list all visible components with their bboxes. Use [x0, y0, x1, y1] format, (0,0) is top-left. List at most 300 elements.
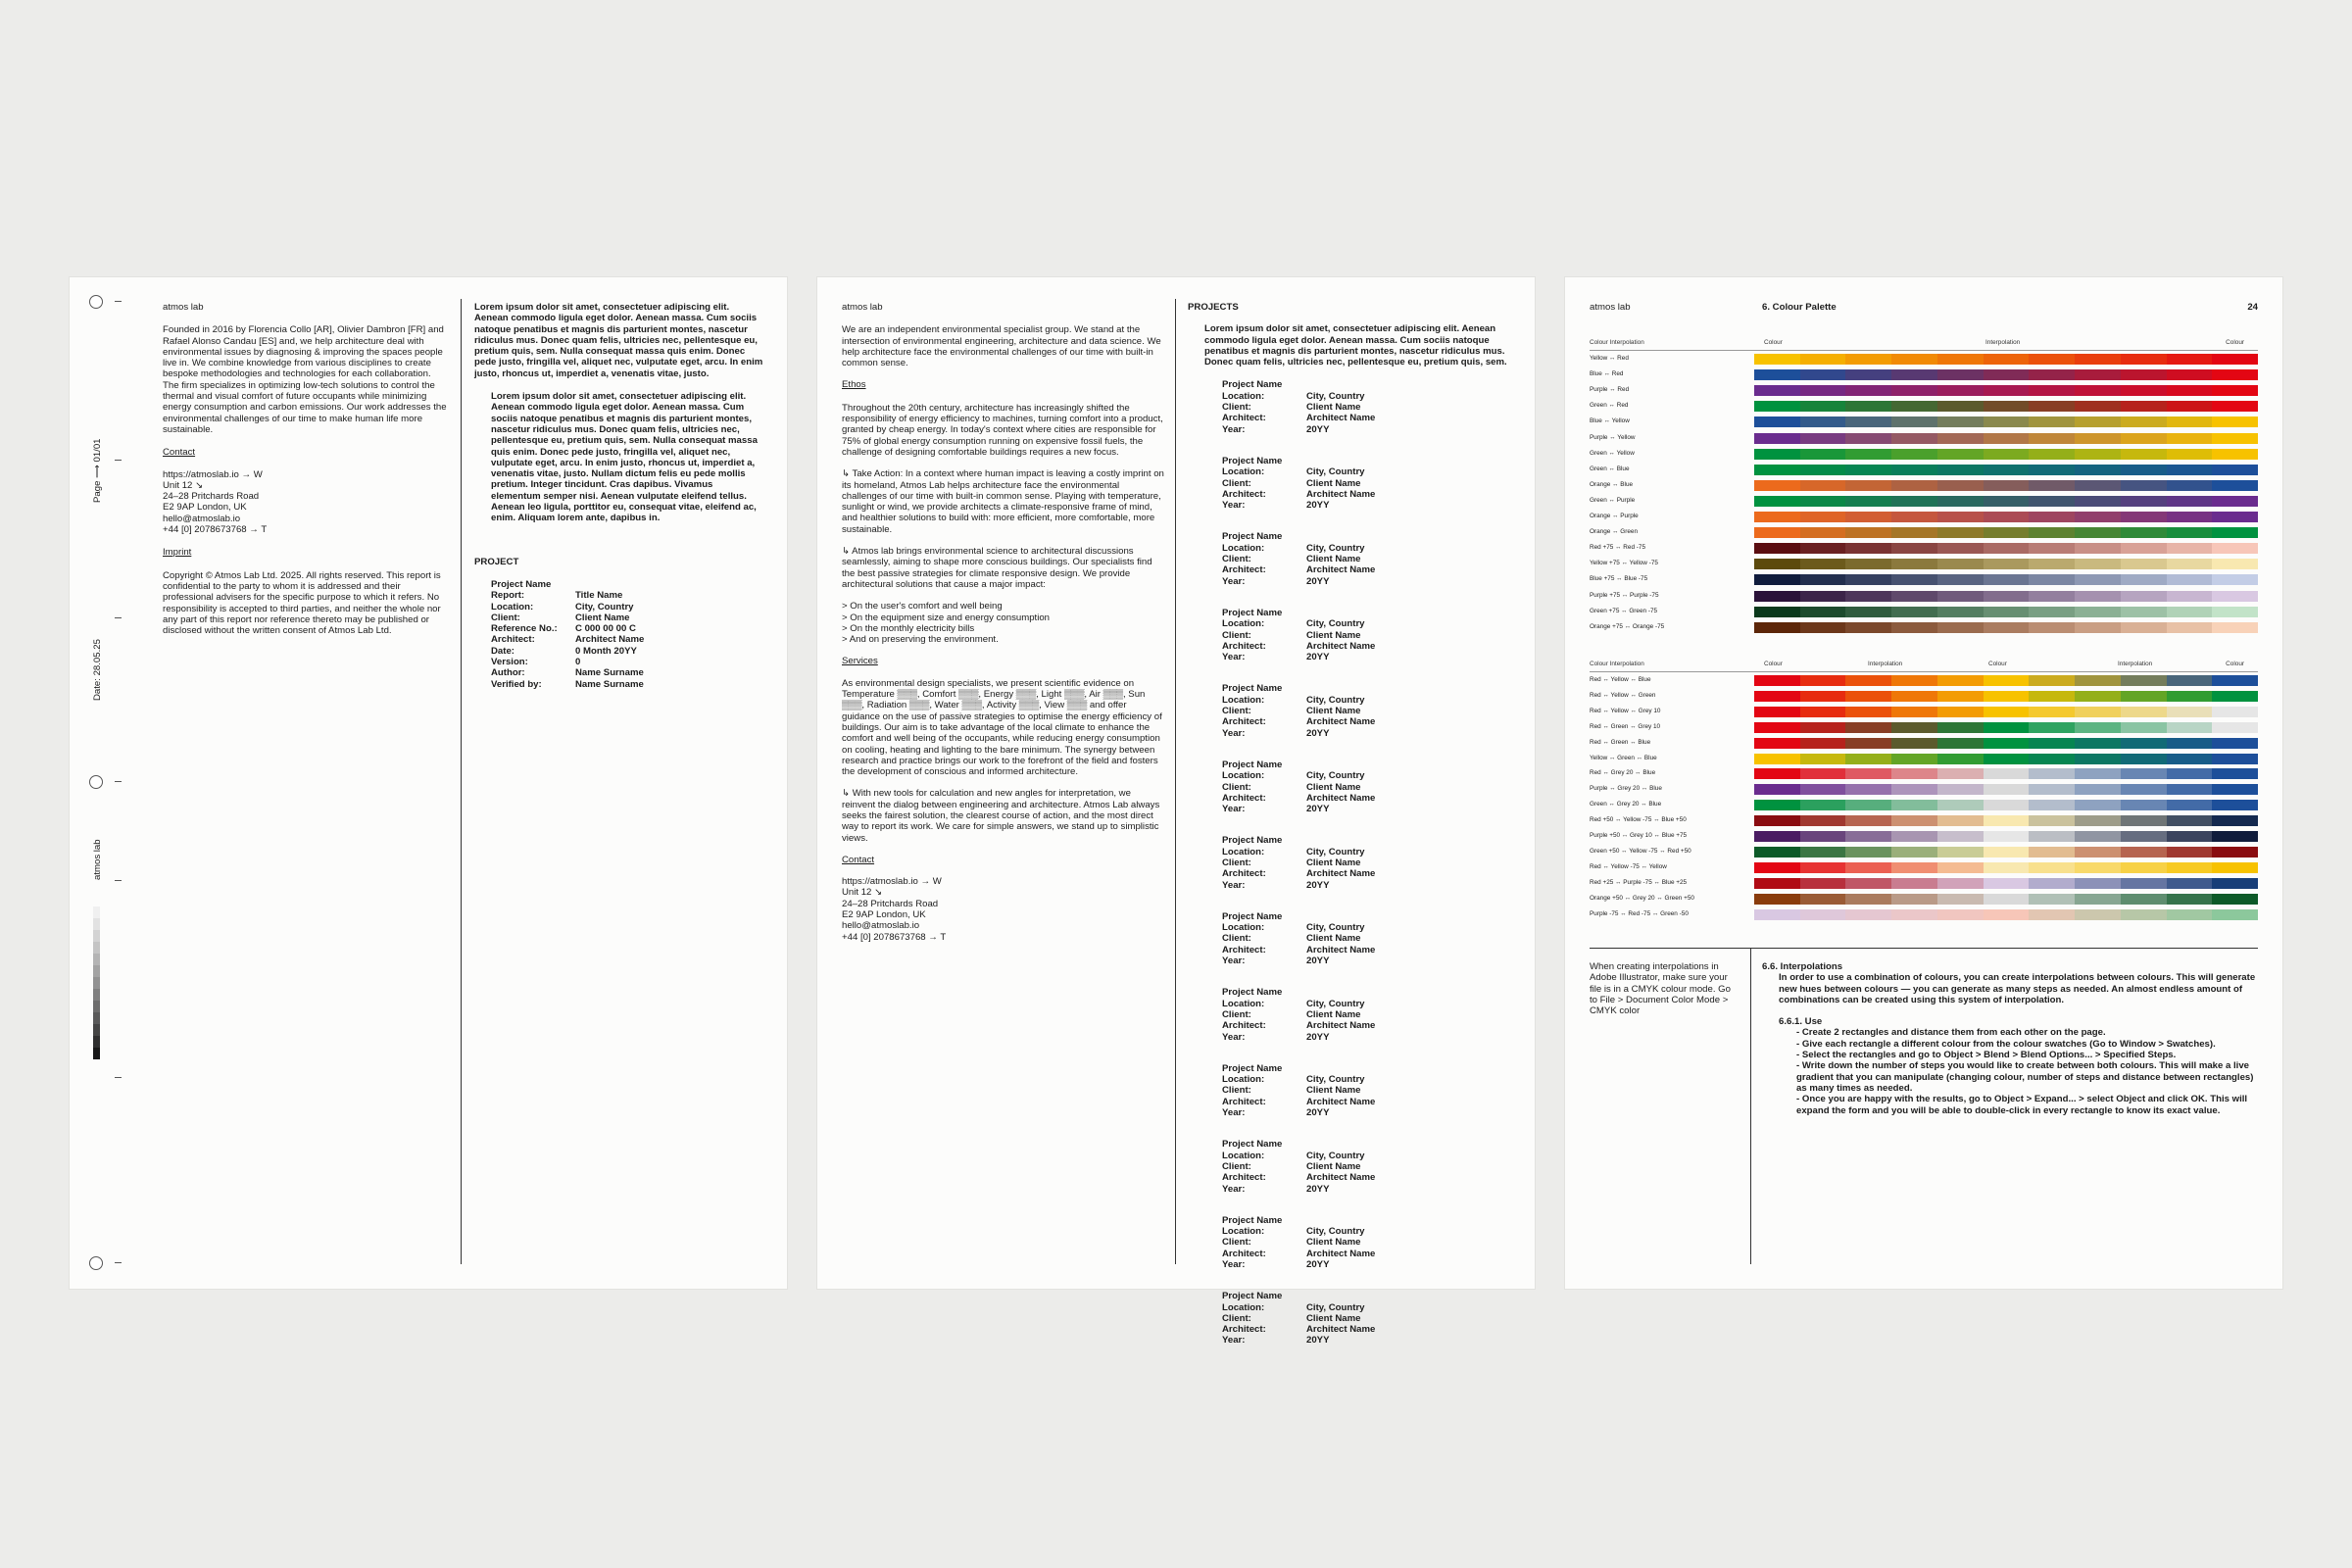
palette-swatch-bar	[1754, 433, 2258, 444]
palette-swatch	[1754, 401, 1800, 412]
palette-swatch	[1754, 675, 1800, 686]
palette-swatch-bar	[1754, 768, 2258, 779]
project-field-value: Title Name	[575, 590, 623, 602]
palette-swatch-bar	[1754, 591, 2258, 602]
palette-swatch	[1845, 385, 1891, 396]
palette-swatch	[2167, 527, 2213, 538]
projects-list	[1188, 379, 1511, 1346]
project-field-value: 20YY	[1306, 1031, 1330, 1043]
palette-swatch	[1937, 401, 1984, 412]
palette-swatch	[1984, 465, 2030, 475]
palette-swatch	[1845, 574, 1891, 585]
project-entry-row	[1222, 1249, 1511, 1259]
palette-swatch	[2167, 574, 2213, 585]
section-title: 6. Colour Palette	[1762, 302, 1837, 313]
palette-swatch	[1800, 675, 1846, 686]
project-entry	[1222, 1139, 1511, 1194]
palette-swatch	[1845, 433, 1891, 444]
palette-swatch	[1845, 559, 1891, 569]
project-entry-row	[1222, 564, 1511, 575]
project-entry-row	[1222, 1074, 1511, 1085]
project-field-value: Architect Name	[1306, 1172, 1376, 1184]
palette-swatch	[1845, 675, 1891, 686]
project-field-label: Architect:	[491, 634, 535, 646]
palette-swatch	[2029, 465, 2075, 475]
palette-swatch	[1891, 784, 1937, 795]
palette-swatch	[1937, 800, 1984, 810]
palette-swatch	[1800, 862, 1846, 873]
project-field-label: Location:	[1222, 998, 1265, 1009]
project-row	[491, 634, 763, 645]
palette-row	[1590, 909, 2258, 922]
palette-swatch	[1845, 815, 1891, 826]
project-entry	[1222, 1291, 1511, 1346]
project-field-value: City, Country	[1306, 846, 1365, 858]
palette-swatch	[2075, 480, 2121, 491]
palette-swatch	[1754, 354, 1800, 365]
project-entry-row	[1222, 1313, 1511, 1324]
project-entry-row	[1222, 391, 1511, 402]
palette-swatch	[1800, 416, 1846, 427]
palette-swatch	[1937, 691, 1984, 702]
palette-row	[1590, 416, 2258, 429]
project-field-value: Client Name	[1306, 781, 1361, 793]
impact-list	[842, 601, 1165, 645]
palette-row-label: Red ↔ Yellow ↔ Blue	[1590, 676, 1651, 683]
palette-swatch	[2121, 862, 2167, 873]
palette-row	[1590, 862, 2258, 875]
palette-swatch	[2212, 815, 2258, 826]
palette-swatch	[1937, 512, 1984, 522]
palette-swatch	[2029, 433, 2075, 444]
palette-swatch	[1800, 369, 1846, 380]
palette-swatch	[2075, 691, 2121, 702]
palette-row	[1590, 369, 2258, 382]
project-field-label: Location:	[1222, 1150, 1265, 1161]
palette-swatch	[2121, 527, 2167, 538]
palette-swatch	[1754, 591, 1800, 602]
palette-row-label: Green ↔ Blue	[1590, 465, 1630, 472]
palette-swatch	[1800, 449, 1846, 460]
palette-row	[1590, 800, 2258, 812]
palette-row-label: Green ↔ Yellow	[1590, 449, 1635, 457]
palette-swatch	[2167, 480, 2213, 491]
palette-swatch	[1754, 385, 1800, 396]
palette-swatch	[2075, 815, 2121, 826]
palette-swatch	[1754, 369, 1800, 380]
project-field-label: Location:	[1222, 542, 1265, 554]
project-field-label: Client:	[1222, 1160, 1251, 1172]
palette-swatch	[1937, 559, 1984, 569]
project-entry-row	[1222, 466, 1511, 477]
project-field-value: Client Name	[1306, 706, 1361, 717]
palette-swatch	[2167, 738, 2213, 749]
project-field-value: Architect Name	[1306, 944, 1376, 956]
palette-swatch	[1984, 369, 2030, 380]
project-heading: PROJECT	[474, 556, 519, 567]
palette-swatch	[1845, 894, 1891, 905]
palette-swatch	[2167, 862, 2213, 873]
palette-row	[1590, 707, 2258, 719]
imprint-heading: Imprint	[163, 547, 192, 559]
palette-swatch	[1984, 768, 2030, 779]
palette-swatch	[1891, 496, 1937, 507]
project-field-label: Reference No.:	[491, 623, 558, 635]
contact-line: E2 9AP London, UK	[842, 909, 926, 921]
palette-swatch	[2167, 722, 2213, 733]
palette-swatch	[2212, 527, 2258, 538]
palette-swatch	[2029, 738, 2075, 749]
palette-swatch	[1984, 831, 2030, 842]
project-field-label: Version:	[491, 657, 528, 668]
palette-swatch	[1937, 527, 1984, 538]
project-entry-row	[1222, 880, 1511, 891]
project-field-label: Architect:	[1222, 488, 1266, 500]
palette-row-label: Purple ↔ Grey 20 ↔ Blue	[1590, 785, 1662, 793]
contact-line: +44 [0] 2078673768 → T	[842, 931, 947, 943]
project-field-label: Year:	[1222, 500, 1246, 512]
ethos-heading: Ethos	[842, 379, 866, 391]
project-entry-row	[1222, 630, 1511, 641]
project-field-label: Client:	[1222, 1237, 1251, 1249]
palette-swatch	[1800, 574, 1846, 585]
palette-swatch	[1984, 480, 2030, 491]
projects-summary: Lorem ipsum dolor sit amet, consectetuer adipiscing elit. Aenean commodo ligula eget dolor. Aenean massa. Cum sociis natoque penatibus et magnis dis parturient montes, nascetur ridiculus mus. Donec quam felis, ultricies nec, pellentesque eu, pretium quis, sem.	[1204, 323, 1507, 368]
table-header-label: Colour Interpolation	[1590, 339, 1644, 346]
project-field-value: Architect Name	[1306, 1020, 1376, 1032]
palette-swatch	[2075, 754, 2121, 764]
palette-row-label: Yellow +75 ↔ Yellow -75	[1590, 560, 1658, 567]
palette-swatch	[2121, 768, 2167, 779]
palette-swatch	[1984, 675, 2030, 686]
palette-swatch	[1845, 512, 1891, 522]
palette-swatch	[2121, 847, 2167, 858]
palette-row	[1590, 768, 2258, 781]
palette-row	[1590, 815, 2258, 828]
project-field-label: Client:	[1222, 477, 1251, 489]
project-entry	[1222, 379, 1511, 434]
palette-swatch	[2167, 800, 2213, 810]
project-field-label: Location:	[491, 601, 534, 612]
palette-swatch	[1937, 416, 1984, 427]
palette-swatch	[1937, 354, 1984, 365]
palette-swatch	[2121, 707, 2167, 717]
project-entry-row	[1222, 500, 1511, 511]
table-header-colour-end: Colour	[2226, 339, 2244, 346]
project-details-table	[474, 579, 763, 690]
palette-swatch	[2075, 512, 2121, 522]
brand-name: atmos lab	[1590, 302, 1631, 313]
palette-swatch	[1891, 527, 1937, 538]
project-entry-row	[1222, 999, 1511, 1009]
impact-list-item: > On the monthly electricity bills	[842, 622, 975, 634]
use-steps-list	[1762, 1027, 2257, 1115]
project-entry-row	[1222, 576, 1511, 587]
project-field-label: Location:	[1222, 618, 1265, 630]
project-field-label: Location:	[1222, 1301, 1265, 1313]
project-field-value: Architect Name	[1306, 413, 1376, 424]
palette-swatch	[1984, 496, 2030, 507]
palette-swatch	[1891, 354, 1937, 365]
palette-swatch	[1800, 480, 1846, 491]
project-field-value: City, Country	[1306, 998, 1365, 1009]
palette-swatch	[2029, 800, 2075, 810]
palette-swatch	[2212, 465, 2258, 475]
palette-row-label: Orange ↔ Green	[1590, 528, 1639, 536]
palette-swatch	[2212, 847, 2258, 858]
palette-swatch	[1984, 894, 2030, 905]
palette-swatch	[1891, 574, 1937, 585]
palette-swatch	[1937, 909, 1984, 920]
project-field-value: Architect Name	[1306, 716, 1376, 728]
palette-swatch	[1800, 496, 1846, 507]
palette-swatch	[1891, 449, 1937, 460]
project-entry	[1222, 835, 1511, 890]
palette-row-label: Blue +75 ↔ Blue -75	[1590, 575, 1648, 583]
palette-swatch	[2167, 622, 2213, 633]
project-field-value: 20YY	[1306, 1335, 1330, 1347]
palette-row-label: Orange +50 ↔ Grey 20 ↔ Green +50	[1590, 894, 1694, 902]
palette-swatch	[2121, 815, 2167, 826]
palette-row	[1590, 691, 2258, 704]
palette-swatch	[2212, 909, 2258, 920]
palette-swatch	[1891, 401, 1937, 412]
palette-swatch-bar	[1754, 815, 2258, 826]
palette-swatch	[1937, 768, 1984, 779]
table-header-label: Colour Interpolation	[1590, 661, 1644, 667]
palette-swatch	[2029, 675, 2075, 686]
palette-swatch	[1845, 831, 1891, 842]
project-field-label: Year:	[1222, 879, 1246, 891]
palette-swatch-bar	[1754, 847, 2258, 858]
palette-swatch	[2167, 675, 2213, 686]
project-entry-row	[1222, 1172, 1511, 1183]
palette-swatch	[1754, 862, 1800, 873]
palette-swatch	[2075, 909, 2121, 920]
project-entry-row	[1222, 618, 1511, 629]
palette-swatch	[1937, 894, 1984, 905]
palette-swatch	[1754, 707, 1800, 717]
palette-swatch	[1891, 815, 1937, 826]
palette-swatch	[2121, 574, 2167, 585]
project-field-label: Location:	[1222, 390, 1265, 402]
project-field-label: Year:	[1222, 423, 1246, 435]
palette-swatch	[1937, 480, 1984, 491]
greyscale-strip	[93, 906, 100, 1059]
palette-swatch	[2121, 878, 2167, 889]
project-entry-row	[1222, 1184, 1511, 1195]
project-field-label: Year:	[1222, 1183, 1246, 1195]
project-entry-row	[1222, 1335, 1511, 1346]
palette-swatch	[1754, 416, 1800, 427]
palette-row-label: Blue ↔ Yellow	[1590, 417, 1630, 425]
palette-swatch	[2121, 894, 2167, 905]
project-entry	[1222, 608, 1511, 662]
palette-swatch	[1984, 722, 2030, 733]
project-field-value: 0	[575, 657, 581, 668]
project-field-value: 20YY	[1306, 804, 1330, 815]
palette-swatch	[1984, 385, 2030, 396]
palette-swatch	[2212, 691, 2258, 702]
palette-swatch	[1845, 754, 1891, 764]
project-field-label: Location:	[1222, 770, 1265, 782]
palette-swatch	[2167, 878, 2213, 889]
page-number-label: Page ⟶ 01/01	[92, 438, 103, 503]
impact-list-item: > On the equipment size and energy consumption	[842, 612, 1050, 623]
palette-swatch	[2121, 800, 2167, 810]
palette-swatch	[2212, 738, 2258, 749]
palette-row-label: Green +50 ↔ Yellow -75 ↔ Red +50	[1590, 847, 1691, 855]
table-header-colour-end: Colour	[2226, 661, 2244, 667]
palette-swatch	[1800, 465, 1846, 475]
palette-swatch	[2121, 449, 2167, 460]
project-entry	[1222, 911, 1511, 966]
palette-swatch	[2075, 449, 2121, 460]
project-field-value	[575, 579, 763, 590]
contact-line: hello@atmoslab.io	[163, 513, 241, 524]
palette-swatch	[2029, 480, 2075, 491]
palette-swatch	[2212, 622, 2258, 633]
palette-swatch	[1800, 401, 1846, 412]
palette-swatch	[2075, 574, 2121, 585]
palette-swatch	[2212, 675, 2258, 686]
palette-row	[1590, 784, 2258, 797]
palette-swatch-bar	[1754, 354, 2258, 365]
palette-swatch	[1800, 768, 1846, 779]
palette-swatch	[1800, 800, 1846, 810]
project-field-value: City, Country	[1306, 1226, 1365, 1238]
project-entry-title: Project Name	[1222, 531, 1283, 543]
project-entry-row	[1222, 1226, 1511, 1237]
palette-swatch	[2212, 707, 2258, 717]
palette-swatch	[1937, 738, 1984, 749]
palette-swatch	[2212, 574, 2258, 585]
palette-swatch	[1754, 465, 1800, 475]
palette-swatch	[2075, 878, 2121, 889]
project-field-label: Client:	[1222, 554, 1251, 565]
project-entry-row	[1222, 543, 1511, 554]
project-field-label: Architect:	[1222, 1324, 1266, 1336]
project-field-value: Client Name	[1306, 1008, 1361, 1020]
palette-swatch	[1754, 815, 1800, 826]
summary-paragraph-indented: Lorem ipsum dolor sit amet, consectetuer adipiscing elit. Aenean commodo ligula eget dolor. Aenean massa. Cum sociis natoque penatibus et magnis dis parturient montes, nascetur ridiculus mus. Donec quam felis, ultricies nec, pellentesque eu, pretium quis, sem. Nulla consequat massa quis enim. Donec pede justo, fringilla vel, aliquet nec, vulputate eget, arcu. In enim justo, rhoncus ut, imperdiet a, venenatis vitae, justo. Nullam dictum felis eu pede mollis pretium. Integer tincidunt. Cras dapibus. Vivamus elementum semper nisi. Aenean vulputate eleifend tellus. Aenean leo ligula, porttitor eu, consequat vitae, eleifend ac, enim. Aliquam lorem ante, dapibus in.	[491, 391, 758, 524]
palette-swatch	[2029, 622, 2075, 633]
project-row	[491, 657, 763, 667]
palette-swatch	[1754, 768, 1800, 779]
palette-swatch	[1984, 784, 2030, 795]
project-field-value: Client Name	[1306, 1312, 1361, 1324]
palette-row-label: Orange +75 ↔ Orange -75	[1590, 622, 1665, 630]
palette-swatch	[1800, 784, 1846, 795]
project-field-label: Client:	[1222, 706, 1251, 717]
palette-swatch	[1800, 847, 1846, 858]
palette-swatch	[2212, 878, 2258, 889]
palette-swatch	[2121, 401, 2167, 412]
ethos-paragraph-1: Throughout the 20th century, architecture has increasingly shifted the responsibility of energy efficiency to machines, turning comfort into a product, granted by cheap energy. In today's context where cities are responsible for 75% of global energy consumption running on expensive fossil fuels, the challenge of designing comfortable buildings requires a new focus.	[842, 402, 1163, 458]
palette-swatch	[1937, 607, 1984, 617]
project-field-value: Name Surname	[575, 667, 644, 679]
palette-swatch	[1937, 591, 1984, 602]
palette-row	[1590, 354, 2258, 367]
palette-swatch	[2121, 831, 2167, 842]
palette-swatch	[1845, 691, 1891, 702]
project-entry-row	[1222, 1259, 1511, 1270]
table-header-colour-mid: Colour	[1988, 661, 2007, 667]
side-brand: atmos lab	[92, 839, 103, 880]
project-field-label: Location:	[1222, 922, 1265, 934]
palette-row	[1590, 433, 2258, 446]
palette-row-label: Orange ↔ Blue	[1590, 480, 1634, 488]
palette-row	[1590, 543, 2258, 556]
palette-row-label: Red ↔ Yellow -75 ↔ Yellow	[1590, 862, 1667, 870]
palette-swatch	[2121, 416, 2167, 427]
palette-swatch	[2075, 527, 2121, 538]
palette-swatch	[1891, 800, 1937, 810]
project-field-value: Architect Name	[1306, 868, 1376, 880]
project-row	[491, 612, 763, 623]
palette-row	[1590, 449, 2258, 462]
palette-swatch	[2167, 754, 2213, 764]
palette-swatch	[2029, 354, 2075, 365]
palette-swatch	[1800, 354, 1846, 365]
palette-swatch	[2121, 675, 2167, 686]
project-field-value: 20YY	[1306, 423, 1330, 435]
use-step: - Create 2 rectangles and distance them from each other on the page.	[1796, 1027, 2257, 1038]
palette-swatch	[1891, 768, 1937, 779]
palette-swatch	[1754, 607, 1800, 617]
palette-swatch	[1984, 878, 2030, 889]
palette-swatch	[1845, 707, 1891, 717]
palette-swatch	[1937, 449, 1984, 460]
palette-swatch	[1800, 559, 1846, 569]
palette-swatch	[2167, 416, 2213, 427]
palette-swatch	[2029, 559, 2075, 569]
project-field-label: Year:	[1222, 804, 1246, 815]
palette-swatch	[1891, 543, 1937, 554]
binder-hole-bottom	[89, 1256, 103, 1270]
palette-row-label: Yellow ↔ Red	[1590, 355, 1629, 362]
project-field-label: Client:	[1222, 933, 1251, 945]
palette-swatch	[2167, 831, 2213, 842]
palette-swatch	[1800, 878, 1846, 889]
palette-swatch	[1937, 722, 1984, 733]
palette-swatch	[1984, 401, 2030, 412]
palette-row	[1590, 496, 2258, 509]
palette-swatch	[2212, 722, 2258, 733]
palette-swatch	[2212, 862, 2258, 873]
palette-swatch-bar	[1754, 722, 2258, 733]
palette-swatch	[1937, 831, 1984, 842]
project-field-label: Architect:	[1222, 1020, 1266, 1032]
palette-swatch	[1984, 433, 2030, 444]
palette-swatch	[2029, 722, 2075, 733]
palette-swatch	[2075, 784, 2121, 795]
project-field-label: Client:	[1222, 1085, 1251, 1097]
palette-swatch	[1984, 847, 2030, 858]
palette-swatch	[1800, 385, 1846, 396]
palette-swatch	[1800, 815, 1846, 826]
palette-swatch-bar	[1754, 738, 2258, 749]
project-field-value: Architect Name	[1306, 1096, 1376, 1107]
palette-row-label: Purple ↔ Red	[1590, 386, 1630, 394]
palette-row-label: Green ↔ Red	[1590, 402, 1629, 410]
project-field-label: Verified by:	[491, 678, 542, 690]
palette-swatch	[2029, 768, 2075, 779]
palette-swatch	[2212, 591, 2258, 602]
palette-swatch	[1754, 622, 1800, 633]
project-field-value: 20YY	[1306, 1107, 1330, 1119]
palette-swatch-bar	[1754, 909, 2258, 920]
